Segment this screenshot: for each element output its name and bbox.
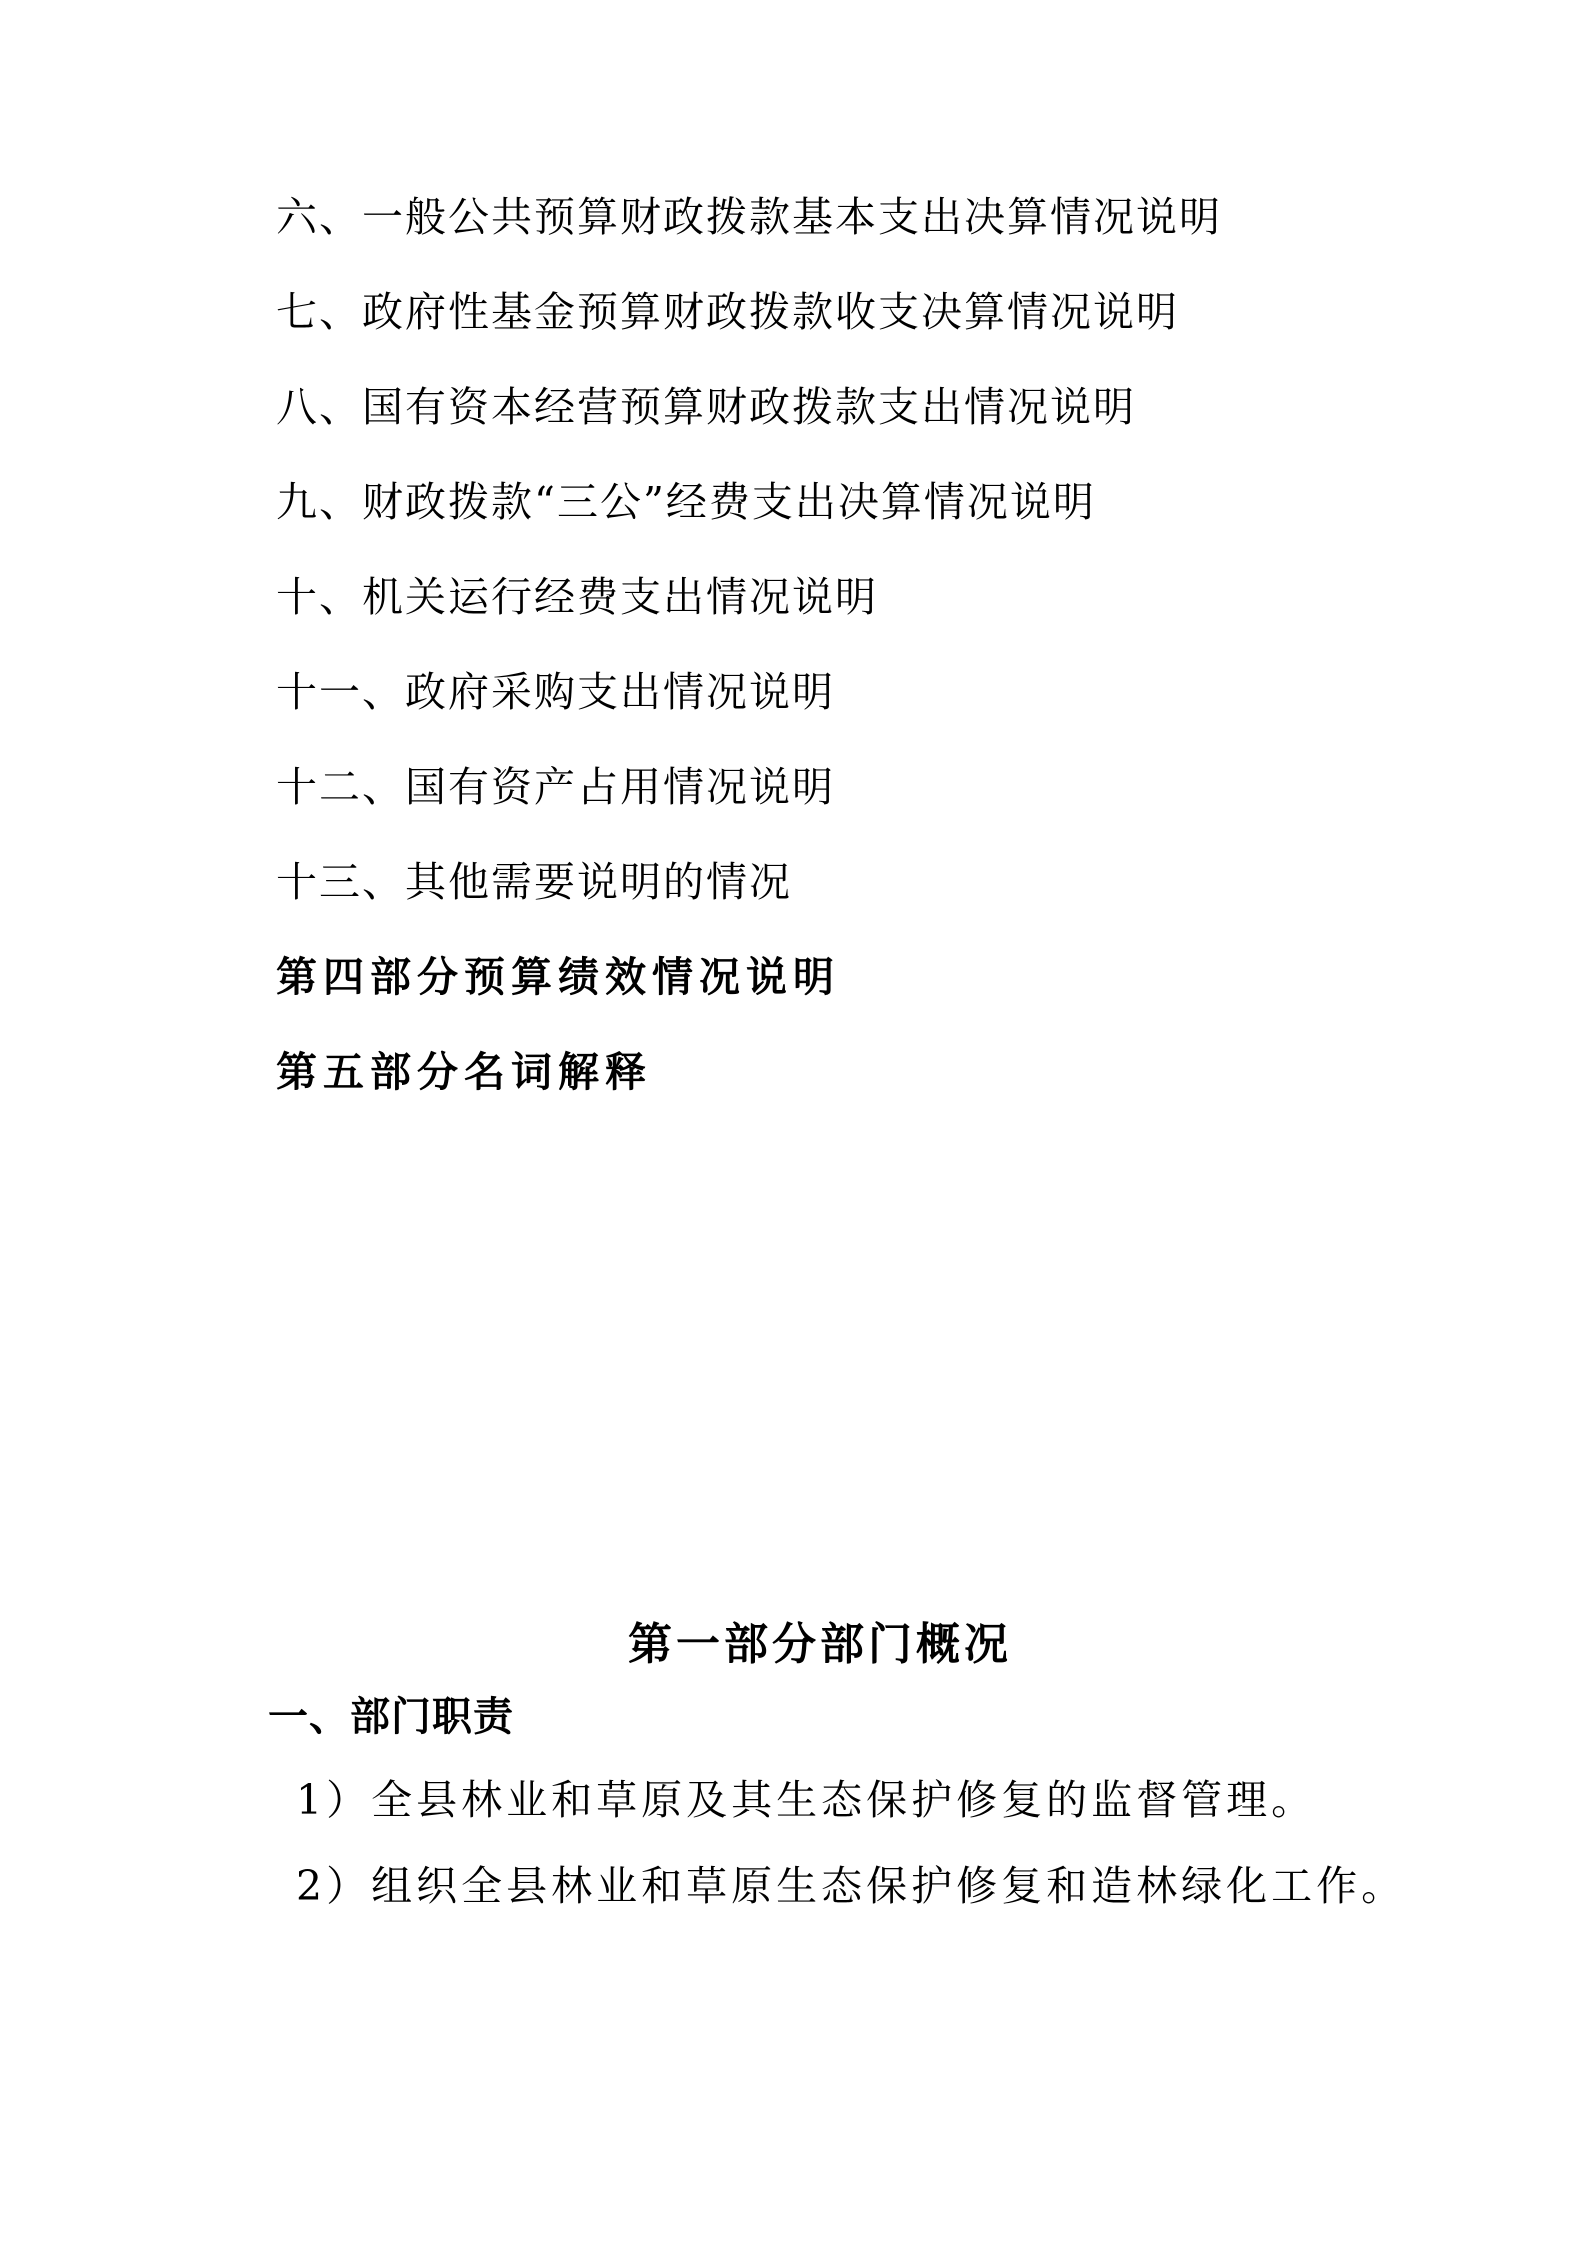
toc-item-9[interactable]: 九、财政拨款“三公”经费支出决算情况说明 (276, 478, 1096, 526)
toc-part-5[interactable]: 第五部分名词解释 (276, 1048, 652, 1096)
toc-item-11[interactable]: 十一、政府采购支出情况说明 (276, 668, 835, 716)
toc-item-10[interactable]: 十、机关运行经费支出情况说明 (276, 573, 878, 621)
toc-item-8[interactable]: 八、国有资本经营预算财政拨款支出情况说明 (276, 383, 1136, 431)
duties-list (296, 1768, 1406, 1940)
duty-item: 2）组织全县林业和草原生态保护修复和造林绿化工作。 (296, 1862, 1407, 1910)
table-of-contents (276, 185, 1222, 1135)
toc-item-12[interactable]: 十二、国有资产占用情况说明 (276, 763, 835, 811)
toc-item-6[interactable]: 六、一般公共预算财政拨款基本支出决算情况说明 (276, 193, 1222, 241)
toc-item-7[interactable]: 七、政府性基金预算财政拨款收支决算情况说明 (276, 288, 1179, 336)
toc-part-4[interactable]: 第四部分预算绩效情况说明 (276, 953, 840, 1001)
duty-item: 1）全县林业和草原及其生态保护修复的监督管理。 (296, 1776, 1317, 1824)
duties-heading: 一、部门职责 (268, 1694, 514, 1740)
toc-item-13[interactable]: 十三、其他需要说明的情况 (276, 858, 792, 906)
section-title: 第一部分部门概况 (628, 1619, 1012, 1670)
